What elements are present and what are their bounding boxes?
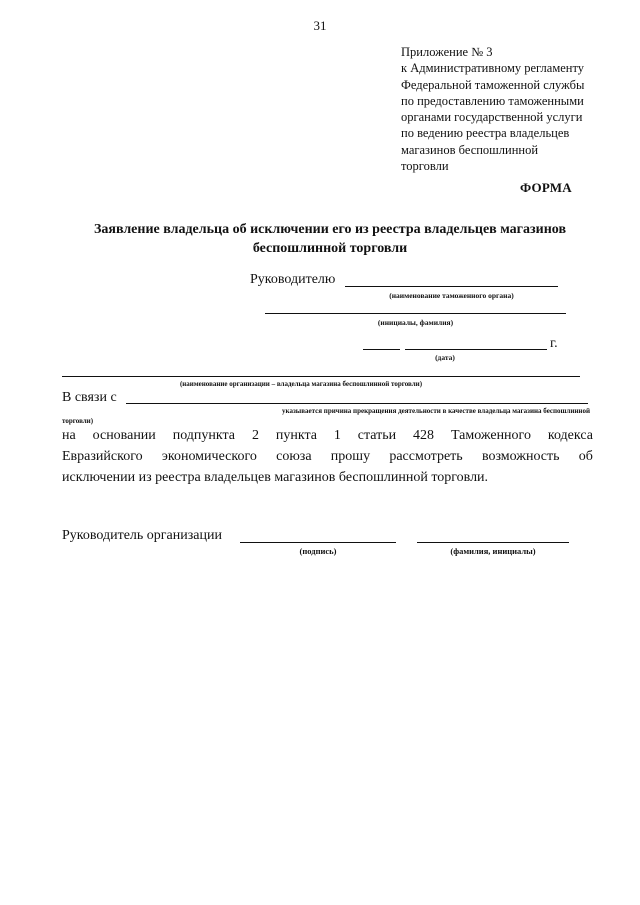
body-word: рассмотреть [389, 449, 463, 464]
appendix-line: по предоставлению таможенными [401, 93, 584, 108]
appendix-line: органами государственной услуги [401, 110, 583, 125]
initials-caption: (инициалы, фамилия) [377, 318, 454, 327]
initials-field[interactable] [265, 313, 566, 314]
body-word: 1 [333, 428, 341, 443]
appendix-line: Приложение № 3 [401, 45, 493, 59]
appendix-block [401, 44, 621, 174]
body-word: Таможенного [450, 428, 531, 443]
reason-caption: указывается причина прекращения деятельности в качестве владельца магазина беспошлинной [282, 407, 590, 415]
form-label: ФОРМА [520, 180, 572, 195]
body-line-1 [62, 428, 593, 444]
reason-field[interactable] [126, 403, 588, 404]
appendix-line: по ведению реестра владельцев [401, 126, 570, 141]
year-suffix: г. [550, 336, 558, 351]
body-word: союза [276, 449, 312, 464]
head-label: Руководителю [250, 272, 336, 287]
body-line-3: исключении из реестра владельцев магазинов беспошлинной торговли. [62, 470, 489, 485]
body-word: возможность [481, 449, 560, 464]
reason-caption-continued: торговли) [62, 417, 94, 425]
date-day-field[interactable] [363, 349, 400, 350]
name-caption: (фамилия, инициалы) [450, 546, 536, 556]
body-word: 428 [413, 428, 435, 443]
title-line: беспошлинной торговли [252, 241, 408, 256]
signature-field[interactable] [240, 542, 396, 543]
date-caption: (дата) [435, 353, 455, 362]
appendix-line: торговли [401, 159, 449, 174]
body-word: прошу [330, 449, 371, 464]
body-word: статьи [357, 428, 397, 443]
body-word: экономического [161, 449, 257, 464]
body-word: об [578, 449, 593, 464]
document-title [60, 220, 600, 258]
customs-authority-field[interactable] [345, 286, 558, 287]
appendix-line: Федеральной таможенной службы [401, 77, 585, 92]
body-line-2 [62, 449, 593, 465]
organization-field[interactable] [62, 376, 580, 377]
body-word: Евразийского [62, 449, 143, 464]
organization-caption: (наименование организации – владельца магазина беспошлинной торговли) [179, 380, 423, 388]
body-word: пункта [275, 428, 317, 443]
signature-caption: (подпись) [299, 546, 337, 556]
appendix-line: магазинов беспошлинной [401, 142, 539, 157]
date-month-field[interactable] [405, 349, 547, 350]
signature-name-field[interactable] [417, 542, 569, 543]
body-word: 2 [251, 428, 259, 443]
page-number: 31 [313, 18, 327, 33]
body-word: основании [92, 428, 156, 443]
appendix-line: к Административному регламенту [401, 61, 585, 76]
customs-caption: (наименование таможенного органа) [389, 291, 514, 300]
title-line: Заявление владельца об исключении его из реестра владельцев магазинов [93, 222, 567, 237]
body-word: подпункта [172, 428, 236, 443]
body-word: кодекса [547, 428, 593, 443]
reason-label: В связи с [62, 390, 117, 405]
signature-label: Руководитель организации [62, 528, 222, 543]
body-word: на [62, 428, 76, 443]
